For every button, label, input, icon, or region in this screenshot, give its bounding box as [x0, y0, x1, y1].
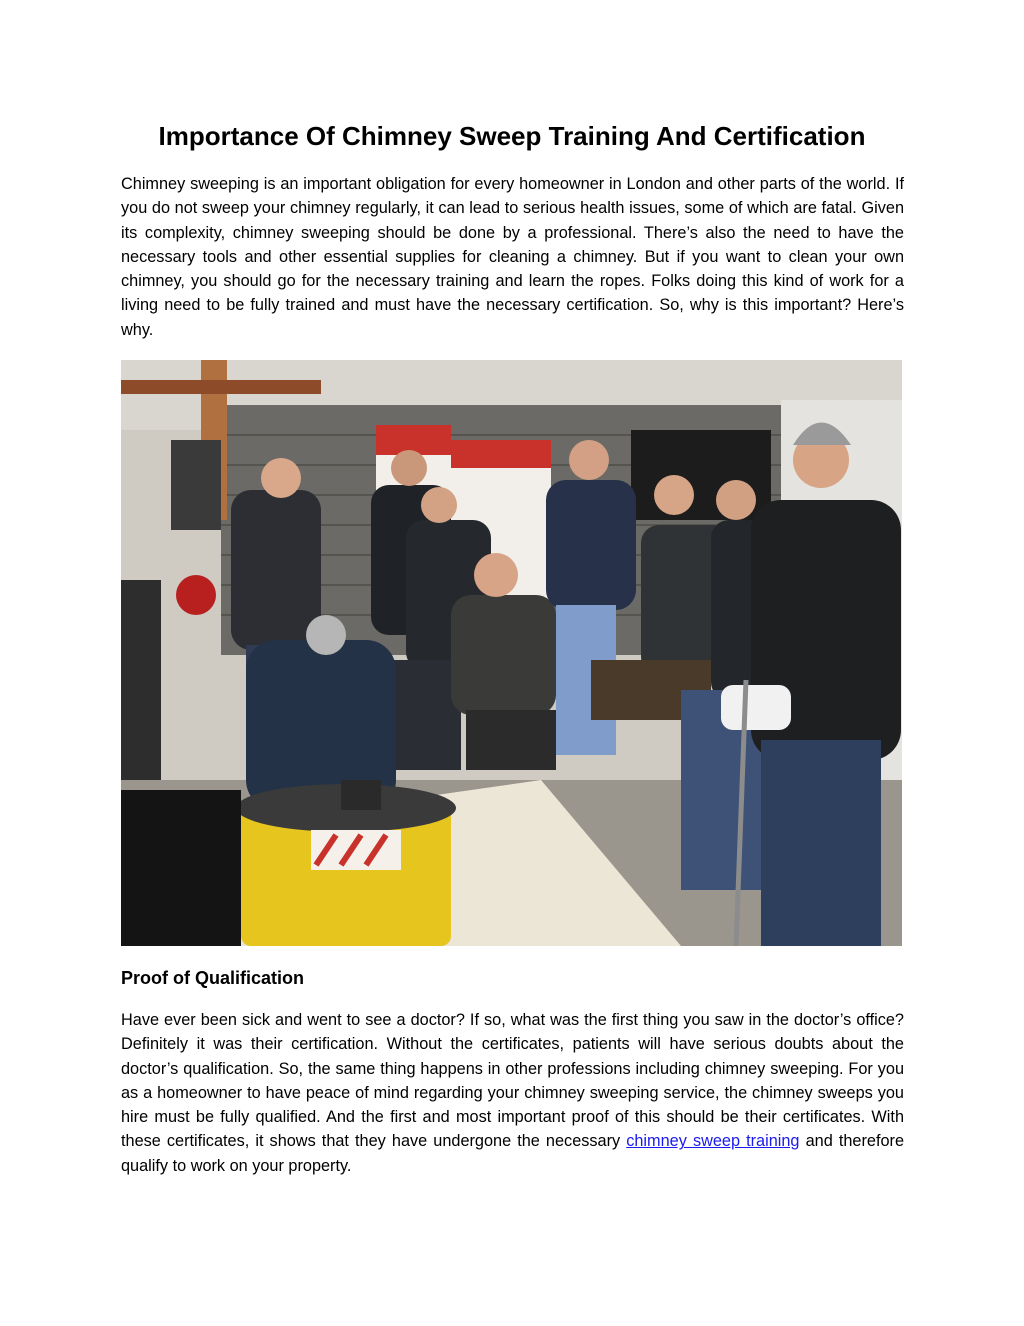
proof-paragraph-text-end: and therefore qualify to work on your property.	[121, 1132, 904, 1175]
proof-paragraph	[121, 1008, 904, 1178]
proof-paragraph-text: Have ever been sick and went to see a doctor? If so, what was the first thing you saw in the doctor’s office? Definitely it was their certification. Without the certificates, patients will have serious doubts about the doctor’s qualification. So, the same thing happens in other professions including chimney sweeping. For you as a homeowner to have peace of mind regarding your chimney sweeping service, the chimney sweeps you hire must be fully qualified. And the first and most important proof of this should be their certificates. With these certificates, it shows that they have undergone the necessary	[121, 1011, 904, 1151]
section-heading: Proof of Qualification	[121, 968, 304, 988]
page-title: Importance Of Chimney Sweep Training And Certification	[158, 121, 866, 151]
chimney-sweep-training-link[interactable]: chimney sweep training	[626, 1132, 800, 1151]
intro-paragraph: Chimney sweeping is an important obligation for every homeowner in London and other parts of the world. If you do not sweep your chimney regularly, it can lead to serious health issues, some of which are fatal. Given its complexity, chimney sweeping should be done by a professional. There’s also the need to have the necessary tools and other essential supplies for cleaning a chimney. But if you want to clean your own chimney, you should go for the necessary training and learn the ropes. Folks doing this kind of work for a living need to be fully trained and must have the necessary certification. So, why is this important? Here’s why.	[121, 175, 904, 339]
training-group-photo	[121, 360, 902, 946]
